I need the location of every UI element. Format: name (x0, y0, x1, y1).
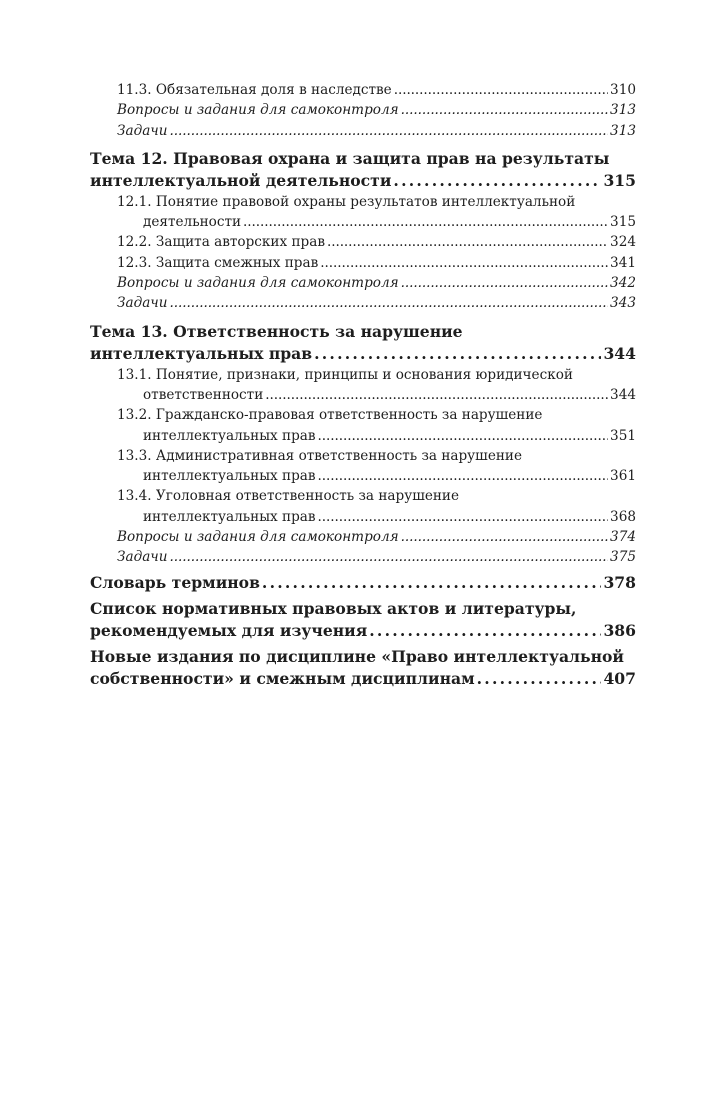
toc-page-number: 310 (610, 82, 636, 98)
toc-entry-title-cont: интеллектуальных прав (143, 508, 316, 525)
toc-theme-13[interactable] (90, 321, 636, 365)
dot-leader (318, 466, 609, 486)
toc-entry-title: Тема 12. Правовая охрана и защита прав на результаты (90, 148, 610, 168)
toc-entry-title: Задачи (117, 295, 168, 312)
toc-entry[interactable] (90, 365, 636, 406)
toc-entry-title: 13.2. Гражданско-правовая ответственность за нарушение (117, 407, 543, 424)
toc-entry-title: 13.3. Административная ответственность за нарушение (117, 447, 523, 464)
toc-page-number: 344 (610, 386, 636, 403)
dot-leader (369, 620, 601, 642)
toc-entry[interactable] (90, 446, 636, 487)
toc-entry-title-cont: интеллектуальных прав (143, 468, 316, 485)
toc-entry-title: Список нормативных правовых актов и литературы, (90, 598, 577, 618)
toc-entry[interactable] (90, 486, 636, 527)
toc-page-number: 368 (610, 508, 636, 525)
toc-page-number: 407 (603, 668, 636, 688)
toc-page-number: 351 (610, 427, 636, 444)
toc-entry-title-cont: интеллектуальных прав (143, 427, 316, 444)
dot-leader (170, 293, 609, 313)
toc-page-number: 342 (610, 275, 636, 292)
toc-entry-title-cont: деятельности (143, 214, 242, 231)
toc-page-number: 361 (610, 468, 636, 485)
toc-entry-title-cont: ответственности (143, 386, 264, 403)
toc-page-number: 375 (610, 549, 636, 566)
toc-entry-title: Вопросы и задания для самоконтроля (117, 102, 399, 119)
toc-new-editions[interactable] (90, 646, 636, 690)
table-of-contents (90, 80, 636, 690)
toc-entry-title: Вопросы и задания для самоконтроля (117, 529, 399, 546)
toc-entry[interactable] (90, 527, 636, 547)
toc-page-number: 386 (603, 620, 636, 640)
dot-leader (318, 426, 609, 446)
toc-page-number: 313 (610, 102, 636, 119)
toc-entry[interactable] (90, 100, 636, 120)
toc-theme-12[interactable] (90, 148, 636, 192)
toc-entry[interactable] (90, 80, 636, 100)
toc-entry[interactable] (90, 192, 636, 233)
dot-leader (401, 273, 608, 293)
toc-entry[interactable] (90, 121, 636, 141)
toc-page-number: 374 (610, 529, 636, 546)
dot-leader (262, 572, 602, 594)
dot-leader (318, 507, 609, 527)
toc-page-number: 341 (610, 254, 636, 271)
toc-entry-title-cont: интеллектуальной деятельности (90, 170, 392, 190)
toc-page-number: 313 (610, 122, 636, 139)
toc-entry-title: Новые издания по дисциплине «Право интеллектуальной (90, 646, 625, 666)
toc-page-number: 378 (603, 572, 636, 592)
toc-entry[interactable] (90, 547, 636, 567)
dot-leader (477, 668, 602, 690)
toc-entry[interactable] (90, 405, 636, 446)
toc-entry-title: 12.2. Защита авторских прав (117, 234, 325, 251)
toc-entry[interactable] (90, 293, 636, 313)
toc-page-number: 344 (603, 343, 636, 363)
toc-entry-title: Задачи (117, 549, 168, 566)
dot-leader (393, 170, 601, 192)
toc-glossary[interactable] (90, 572, 636, 594)
dot-leader (401, 100, 608, 120)
toc-entry-title: 13.4. Уголовная ответственность за нарушение (117, 488, 460, 505)
toc-entry-title: Задачи (117, 122, 168, 139)
toc-entry[interactable] (90, 232, 636, 252)
toc-entry-title: 11.3. Обязательная доля в наследстве (117, 82, 392, 98)
toc-page-number: 324 (610, 234, 636, 251)
toc-entry-title: Вопросы и задания для самоконтроля (117, 275, 399, 292)
toc-entry[interactable] (90, 273, 636, 293)
toc-entry-title: 12.1. Понятие правовой охраны результатов интеллектуальной (117, 193, 576, 210)
dot-leader (327, 232, 608, 252)
dot-leader (170, 121, 609, 141)
dot-leader (243, 212, 608, 232)
toc-page-number: 315 (603, 170, 636, 190)
toc-entry-title-cont: собственности» и смежным дисциплинам (90, 668, 475, 688)
toc-references[interactable] (90, 598, 636, 642)
dot-leader (170, 547, 609, 567)
toc-entry-title: Тема 13. Ответственность за нарушение (90, 321, 463, 341)
dot-leader (320, 253, 608, 273)
toc-entry-title-cont: рекомендуемых для изучения (90, 620, 368, 640)
dot-leader (401, 527, 608, 547)
dot-leader (265, 385, 608, 405)
toc-page-number: 315 (610, 214, 636, 231)
toc-entry[interactable] (90, 253, 636, 273)
toc-entry-title: Словарь терминов (90, 572, 260, 592)
toc-entry-title: 12.3. Защита смежных прав (117, 254, 319, 271)
dot-leader (394, 80, 608, 100)
toc-entry-title-cont: интеллектуальных прав (90, 343, 313, 363)
dot-leader (314, 343, 601, 365)
toc-entry-title: 13.1. Понятие, признаки, принципы и основания юридической (117, 366, 573, 383)
toc-page-number: 343 (610, 295, 636, 312)
